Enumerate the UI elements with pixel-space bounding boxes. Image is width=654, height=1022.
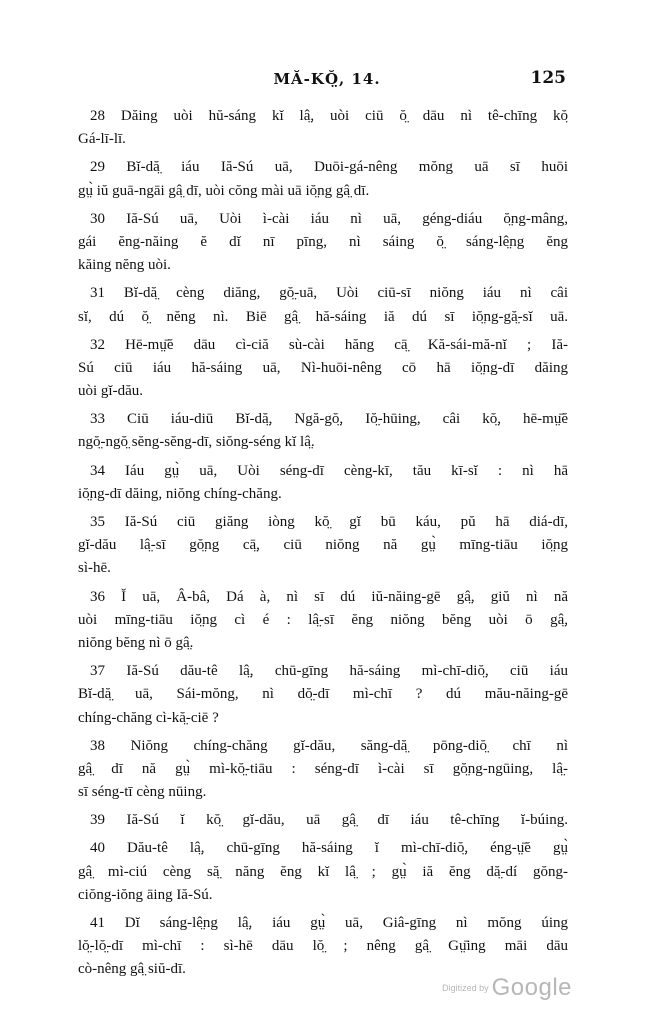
text-line: 37 Iă-Sú dău-tê lâ̤, chū-gīng hă-sáing mì-chī-diŏ̤, ciū iáu: [90, 663, 568, 680]
text-line: ngŏ̤-ngŏ̤ sĕng-sĕng-dī, siŏng-séng kĭ lâ̤.: [78, 434, 315, 451]
text-line: 33 Ciū iáu-diū Bĭ-dă̤, Ngă-gŏ̤, Iŏ̤-hūing, câi kŏ̤, hē-mṳ̄ĕ: [90, 411, 568, 428]
text-line: uòi mīng-tiāu iŏ̤ng cì é : lâ̤-sī ĕng niŏng bĕng uòi ō gâ̤,: [78, 611, 568, 628]
text-line: niŏng bĕng nì ō gâ̤.: [78, 634, 194, 651]
text-line: 28 Dăing uòi hŭ-sáng kĭ lâ̤, uòi ciū ŏ̤ dāu nì tê-chīng kŏ̤: [90, 108, 568, 124]
text-line: 38 Niŏng chíng-chăng gĭ-dău, săng-dă̤ pōng-diŏ̤ chī nì: [90, 737, 568, 754]
text-line: 41 Dĭ sáng-lê̤ng lâ̤, iáu gṳ̀ uā, Giâ-gīng nì mŏng úing: [90, 915, 568, 931]
text-line: uòi gĭ-dău.: [78, 383, 143, 400]
text-line: chíng-chăng cì-kă̤-ciē ?: [78, 709, 219, 726]
text-line: Sú ciū iáu hă-sáing uā, Nì-huōi-nêng cō hā iŏ̤ng-dī dăing: [78, 359, 568, 376]
text-line: 39 Iă-Sú ĭ kŏ̤ gĭ-dău, uā gâ̤ dī iáu tê-chīng ĭ-búing.: [90, 812, 568, 829]
text-line: 34 Iáu gṳ̀ uā, Uòi séng-dī cèng-kī, tău kī-sĭ : nì hā: [90, 462, 568, 479]
text-line: 29 Bĭ-dă̤ iáu Iă-Sú uā, Duōi-gá-nêng mŏng uā sī huōi: [90, 159, 568, 176]
text-line: sì-hē.: [78, 560, 111, 577]
text-line: gĭ-dău lâ̤-sī gŏ̤ng cā̤, ciū niŏng nă gṳ̀ mīng-tiāu iŏ̤ng: [78, 537, 568, 554]
text-line: Bĭ-dă̤ uā, Sái-mŏng, nì dŏ̤-dī mì-chī ? dú mău-năing-gē: [78, 686, 568, 703]
text-line: 30 Iă-Sú uā, Uòi ì-cài iáu nì uā, géng-diáu ŏ̤ng-mâng,: [90, 210, 568, 227]
text-line: sī séng-tī cèng nūing.: [78, 784, 207, 801]
text-line: kăing nĕng uòi.: [78, 257, 171, 274]
watermark-google-logo: Google: [491, 974, 572, 1001]
text-line: ciŏng-iŏng āing Iă-Sú.: [78, 886, 213, 903]
text-line: gṳ̀ iŭ guā-ngāi gâ̤ dī, uòi cŏng mài uā iŏ̤ng gâ̤ dī.: [78, 182, 370, 199]
text-line: gâ̤ dī nă gṳ̀ mì-kŏ̤-tiāu : séng-dī ì-cài sī gŏ̤ng-ngūing, lâ̤-: [78, 760, 568, 777]
text-line: 40 Dău-tê lâ̤, chū-gīng hă-sáing ĭ mì-chī-diŏ̤, éng-ṳ̄ĕ gṳ̀: [90, 840, 568, 857]
running-title: MĂ-KŎ̤, 14.: [273, 70, 381, 88]
text-line: gái ĕng-năing ĕ dĭ nī pīng, nì sáing ŏ̤ sáng-lê̤ng ĕng: [78, 233, 568, 250]
text-line: sĭ, dú ŏ̤ nĕng nì. Biē gâ̤ hă-sáing iă dú sī iŏ̤ng-gă̤-sĭ uā.: [78, 308, 568, 325]
text-line: 32 Hē-mṳ̄ĕ dāu cì-ciă sù-cài hăng cā̤ Kă-sái-mă-nĭ ; Iă-: [90, 336, 568, 353]
text-line: Gá-lī-lī.: [78, 131, 126, 148]
text-line: 31 Bĭ-dă̤ cèng diăng, gŏ̤-uā, Uòi ciū-sī niŏng iáu nì câi: [90, 285, 568, 302]
text-line: 35 Iă-Sú ciū giăng iòng kŏ̤ gĭ bū káu, pŭ hā diá-dī,: [90, 514, 568, 530]
watermark-digitized-by: Digitized by: [442, 983, 489, 993]
text-line: iŏ̤ng-dī dăing, niŏng chíng-chăng.: [78, 485, 282, 502]
text-line: gâ̤ mì-ciú cèng să̤ năng ĕng kĭ lâ̤ ; gṳ̀ iă ĕng dă̤-dí gŏng-: [78, 863, 568, 880]
digitized-by-google-watermark: [442, 974, 572, 1002]
text-line: lŏ̤-lŏ̤-dī mì-chī : sì-hē dāu lŏ̤ ; nêng gâ̤ Gṳ̄ing māi dāu: [78, 938, 568, 955]
verse-text-block: [78, 105, 568, 982]
text-line: cò-nêng gâ̤ siŭ-dī.: [78, 961, 186, 978]
page-number: 125: [530, 68, 566, 88]
text-line: 36 Ĭ uā, Â-bâ, Dá à, nì sī dú iŭ-năing-gē gâ̤, giŭ nì nă: [90, 588, 568, 605]
